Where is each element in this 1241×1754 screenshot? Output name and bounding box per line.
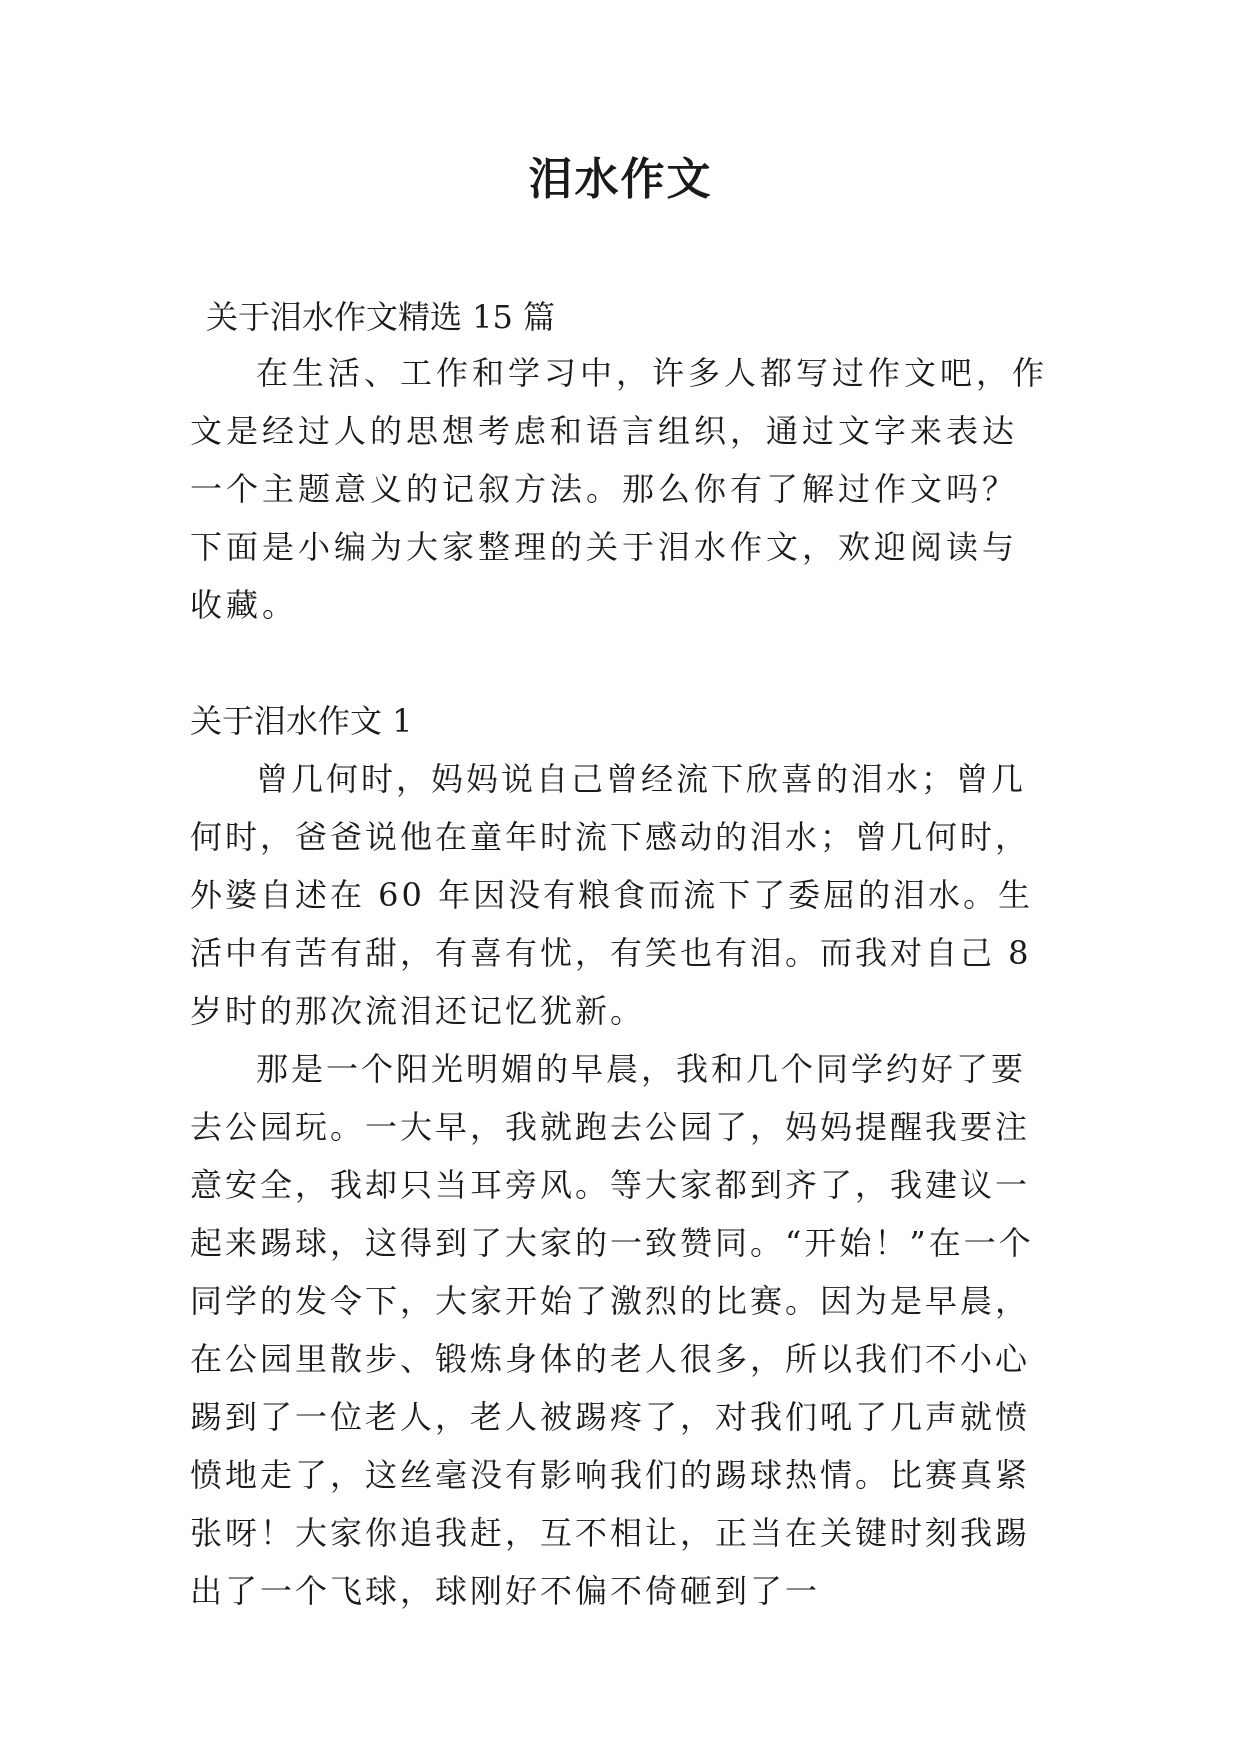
intro-paragraph: 在生活、工作和学习中，许多人都写过作文吧，作文是经过人的思想考虑和语言组织，通过文字来表达一个主题意义的记叙方法。那么你有了解过作文吗？下面是小编为大家整理的关于泪水作文，欢迎阅读与收藏。 xyxy=(190,354,1049,624)
essay-paragraph: 那是一个阳光明媚的早晨，我和几个同学约好了要去公园玩。一大早，我就跑去公园了，妈妈提醒我要注意安全，我却只当耳旁风。等大家都到齐了，我建议一起来踢球，这得到了大家的一致赞同。“开始！”在一个同学的发令下，大家开始了激烈的比赛。因为是早晨，在公园里散步、锻炼身体的老人很多，所以我们不小心踢到了一位老人，老人被踢疼了，对我们吼了几声就愤愤地走了，这丝毫没有影响我们的踢球热情。比赛真紧张呀！大家你追我赶，互不相让，正当在关键时刻我踢出了一个飞球，球刚好不偏不倚砸到了一 xyxy=(190,1050,1034,1610)
essay-paragraph: 曾几何时，妈妈说自己曾经流下欣喜的泪水；曾几何时，爸爸说他在童年时流下感动的泪水；曾几何时，外婆自述在 60 年因没有粮食而流下了委屈的泪水。生活中有苦有甜，有喜有忧，有笑也有泪。而我对自己 8 岁时的那次流泪还记忆犹新。 xyxy=(190,760,1034,1030)
document-subtitle: 关于泪水作文精选 15 篇 xyxy=(206,298,556,336)
document-title: 泪水作文 xyxy=(528,154,713,205)
section-heading: 关于泪水作文 1 xyxy=(190,702,413,740)
